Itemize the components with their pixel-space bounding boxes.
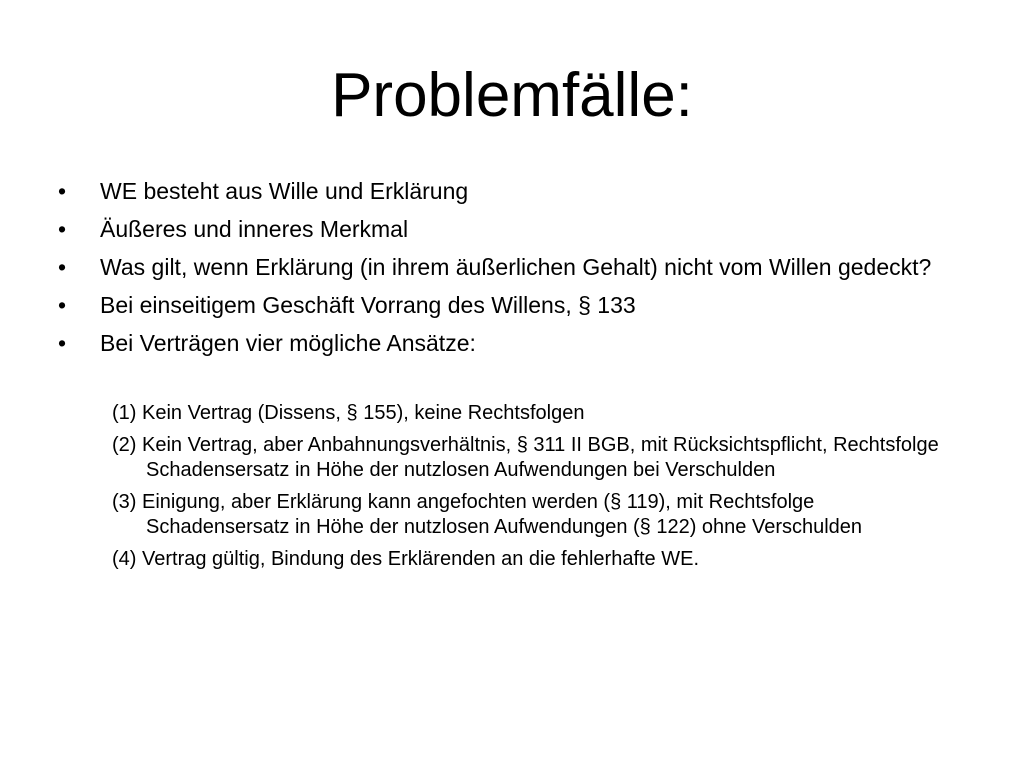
bullet-text: Bei Verträgen vier mögliche Ansätze:: [100, 330, 476, 356]
sub-list: [112, 401, 952, 579]
sub-item-2: (2) Kein Vertrag, aber Anbahnungsverhältnis, § 311 II BGB, mit Rücksichtspflicht, Rechtsfolge Schadensersatz in Höhe der nutzlosen Aufwendungen bei Verschulden: [112, 434, 939, 481]
bullet-point-icon: •: [58, 330, 67, 356]
sub-item-4: (4) Vertrag gültig, Bindung des Erklärenden an die fehlerhafte WE.: [112, 548, 700, 570]
bullet-item-1: [58, 178, 958, 205]
bullet-point-icon: •: [58, 292, 67, 318]
bullet-text: Bei einseitigem Geschäft Vorrang des Willens, § 133: [100, 292, 636, 318]
bullet-point-icon: •: [58, 216, 67, 242]
sub-item-1: (1) Kein Vertrag (Dissens, § 155), keine Rechtsfolgen: [112, 402, 585, 424]
bullet-item-5: [58, 330, 958, 357]
slide-title: Problemfälle:: [331, 61, 693, 130]
sub-item-3: (3) Einigung, aber Erklärung kann angefochten werden (§ 119), mit Rechtsfolge Schadensersatz in Höhe der nutzlosen Aufwendungen (§ 122) ohne Verschulden: [112, 491, 863, 538]
bullet-item-2: [58, 216, 958, 243]
bullet-item-4: [58, 292, 958, 319]
bullet-item-3: [58, 254, 958, 281]
bullet-point-icon: •: [58, 254, 67, 280]
bullet-list: [58, 178, 958, 368]
bullet-text: Was gilt, wenn Erklärung (in ihrem äußerlichen Gehalt) nicht vom Willen gedeckt?: [100, 254, 932, 280]
bullet-text: Äußeres und inneres Merkmal: [100, 216, 409, 242]
bullet-text: WE besteht aus Wille und Erklärung: [100, 178, 469, 204]
bullet-point-icon: •: [58, 178, 67, 204]
